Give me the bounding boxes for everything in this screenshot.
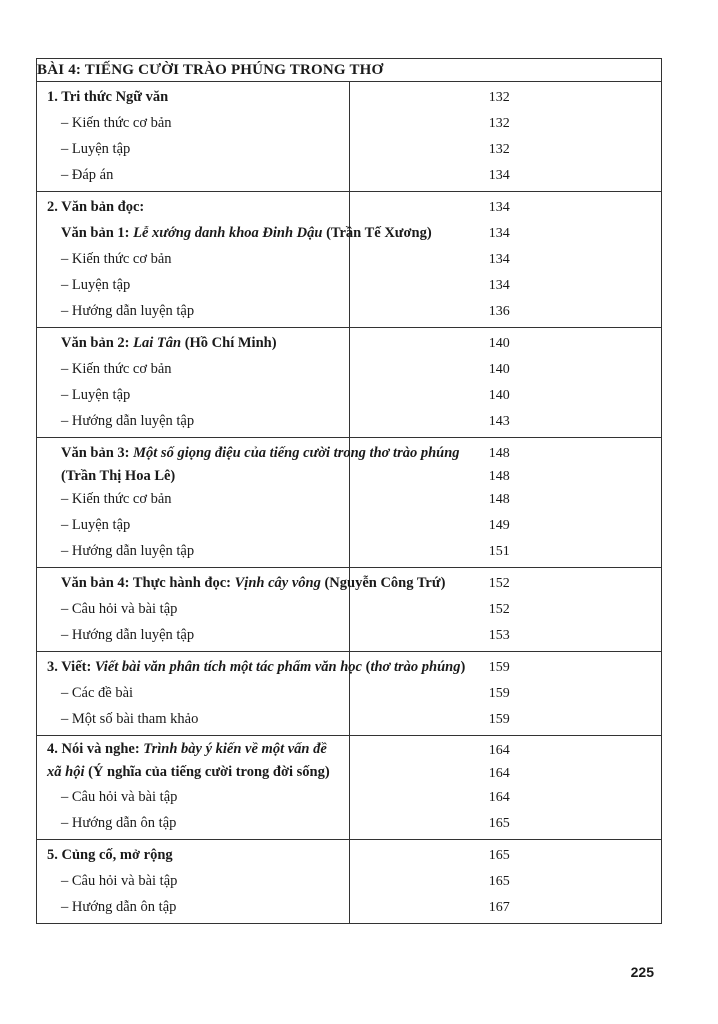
section-4-row: [37, 736, 662, 840]
text-4-entries: [37, 568, 446, 652]
list-item: – Câu hỏi và bài tập: [61, 873, 178, 889]
page-ref: 165: [488, 816, 510, 831]
page-ref: 167: [488, 900, 510, 915]
section-2-vb1-entries: [37, 192, 432, 328]
section-3-prefix: 3. Viết:: [47, 659, 95, 675]
section-3-title: [37, 652, 466, 680]
page-ref: 134: [488, 252, 510, 267]
section-3-open: (: [362, 659, 371, 675]
section-3-row: [37, 652, 662, 736]
page-ref: 132: [488, 142, 510, 157]
page-ref: 164: [488, 790, 510, 805]
page-ref: 134: [488, 278, 510, 293]
section-5-pages: [349, 840, 662, 924]
page-ref: 159: [488, 712, 510, 727]
page-ref: 148: [488, 469, 510, 484]
section-1-title: 1. Tri thức Ngữ văn: [47, 89, 169, 105]
text-2-author: (Hồ Chí Minh): [181, 335, 277, 351]
page-ref: 134: [488, 226, 510, 241]
text-2-title: [37, 328, 349, 356]
section-1-row: [37, 82, 662, 192]
list-item: – Hướng dẫn luyện tập: [61, 543, 195, 559]
list-item: – Câu hỏi và bài tập: [61, 789, 178, 805]
section-4-work: Trình bày ý kiến về một vấn đề xã hội: [47, 741, 327, 780]
text-3-prefix: Văn bản 3:: [61, 445, 134, 461]
text-1-title: [37, 220, 432, 246]
page-ref: 132: [488, 116, 510, 131]
section-2-vb1-pages: [349, 192, 662, 328]
section-4-title: [37, 736, 349, 784]
text-4-row: [37, 568, 662, 652]
page-ref: 153: [488, 628, 510, 643]
page-ref: 140: [488, 388, 510, 403]
page-ref: 159: [488, 686, 510, 701]
table-of-contents: [36, 58, 662, 924]
text-1-work: Lễ xướng danh khoa Đinh Dậu: [133, 225, 323, 241]
section-5-title: 5. Củng cố, mở rộng: [47, 847, 173, 863]
list-item: – Luyện tập: [61, 387, 131, 403]
page-ref: 143: [488, 414, 510, 429]
section-1-entries: [37, 82, 350, 192]
page-ref: 134: [488, 200, 510, 215]
section-3-entries: [37, 652, 466, 736]
text-4-prefix: Văn bản 4: Thực hành đọc:: [61, 575, 235, 591]
section-4-entries: [37, 736, 350, 840]
list-item: – Một số bài tham khảo: [61, 711, 199, 727]
page-ref: 164: [488, 766, 510, 781]
list-item: – Hướng dẫn ôn tập: [61, 815, 177, 831]
list-item: – Hướng dẫn luyện tập: [61, 627, 195, 643]
text-3-row: [37, 438, 662, 568]
text-1-author: (Trần Tế Xương): [322, 225, 432, 241]
section-2-vb1-row: [37, 192, 662, 328]
list-item: – Luyện tập: [61, 517, 131, 533]
page-ref: 151: [488, 544, 510, 559]
page-ref: 159: [488, 660, 510, 675]
text-2-prefix: Văn bản 2:: [61, 335, 134, 351]
list-item: – Luyện tập: [61, 277, 131, 293]
page-ref: 140: [488, 336, 510, 351]
section-3-close: ): [460, 659, 466, 675]
page-ref: 132: [488, 90, 510, 105]
section-4-prefix: 4. Nói và nghe:: [47, 741, 144, 757]
text-2-work: Lai Tân: [133, 335, 182, 351]
list-item: – Kiến thức cơ bản: [61, 251, 172, 267]
text-2-entries: [37, 328, 350, 438]
section-5-row: [37, 840, 662, 924]
page-ref: 164: [488, 743, 510, 758]
page-ref: 134: [488, 168, 510, 183]
list-item: – Các đề bài: [61, 685, 134, 701]
page-ref: 148: [488, 446, 510, 461]
text-3-work: Một số giọng điệu của tiếng cười trong thơ trào phúng: [133, 445, 460, 461]
text-2-pages: [349, 328, 662, 438]
text-4-author: (Nguyễn Công Trứ): [320, 575, 446, 591]
text-3-title: [37, 438, 460, 466]
text-2-row: [37, 328, 662, 438]
text-4-title: [37, 568, 446, 596]
list-item: – Câu hỏi và bài tập: [61, 601, 178, 617]
text-1-prefix: Văn bản 1:: [61, 225, 134, 241]
page-ref: 165: [488, 848, 510, 863]
text-4-work: Vịnh cây vông: [234, 575, 321, 591]
list-item: – Hướng dẫn luyện tập: [61, 413, 195, 429]
text-3-author: (Trần Thị Hoa Lê): [61, 468, 176, 484]
section-3-genre: thơ trào phúng: [370, 659, 461, 675]
list-item: – Kiến thức cơ bản: [61, 491, 172, 507]
list-item: – Kiến thức cơ bản: [61, 115, 172, 131]
section-3-work: Viết bài văn phân tích một tác phẩm văn học: [94, 659, 362, 675]
section-2-title: 2. Văn bản đọc:: [47, 199, 145, 215]
list-item: – Đáp án: [61, 167, 114, 183]
page-ref: 148: [488, 492, 510, 507]
section-1-pages: [349, 82, 662, 192]
list-item: – Luyện tập: [61, 141, 131, 157]
page-ref: 165: [488, 874, 510, 889]
page-ref: 140: [488, 362, 510, 377]
section-4-rest: (Ý nghĩa của tiếng cười trong đời sống): [84, 764, 330, 780]
list-item: – Hướng dẫn ôn tập: [61, 899, 177, 915]
list-item: – Hướng dẫn luyện tập: [61, 303, 195, 319]
toc-header-row: [37, 59, 662, 82]
section-4-pages: [349, 736, 662, 840]
text-3-entries: [37, 438, 460, 568]
page-number: 225: [630, 964, 654, 980]
page-ref: 136: [488, 304, 510, 319]
page-ref: 152: [488, 576, 510, 591]
page-ref: 149: [488, 518, 510, 533]
page-ref: 152: [488, 602, 510, 617]
lesson-title: BÀI 4: TIẾNG CƯỜI TRÀO PHÚNG TRONG THƠ: [37, 59, 662, 82]
list-item: – Kiến thức cơ bản: [61, 361, 172, 377]
section-5-entries: [37, 840, 350, 924]
